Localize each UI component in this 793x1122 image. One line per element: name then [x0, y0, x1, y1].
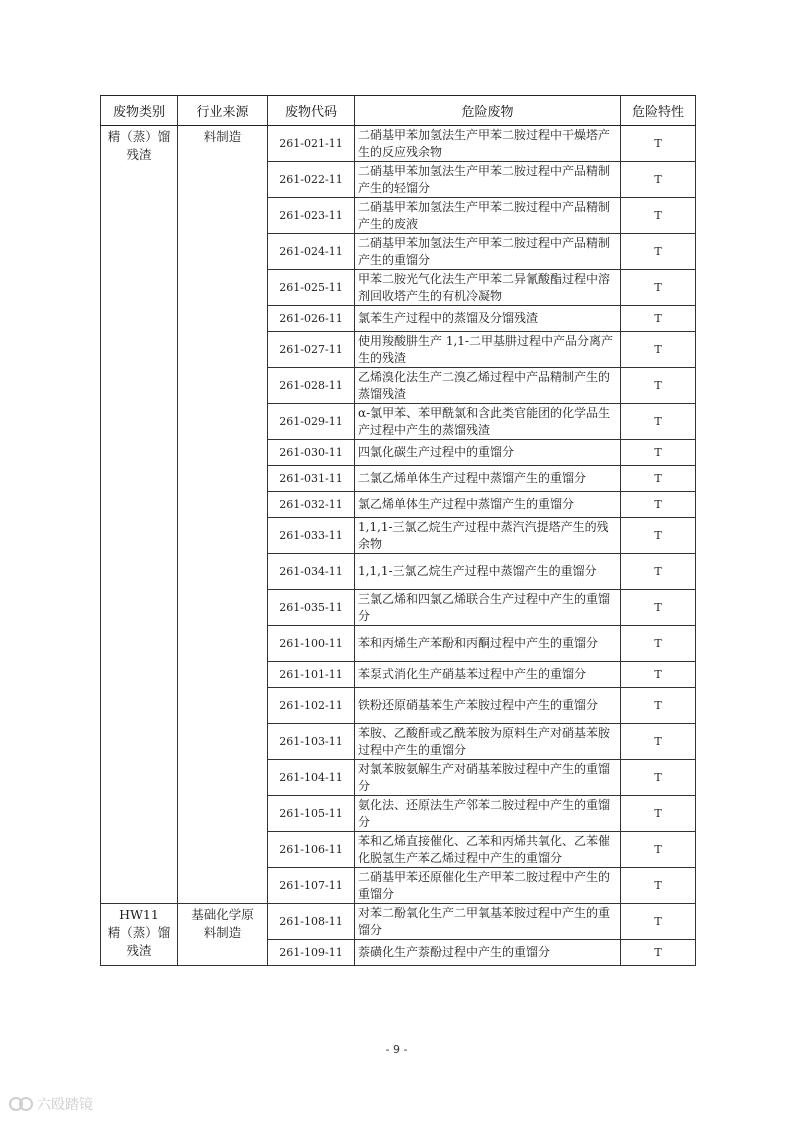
waste-description: 1,1,1-三氯乙烷生产过程中蒸汽汽提塔产生的残余物: [355, 518, 621, 554]
waste-description: 对苯二酚氧化生产二甲氧基苯胺过程中产生的重馏分: [355, 904, 621, 940]
hazard-characteristic: T: [621, 662, 696, 688]
hazard-characteristic: T: [621, 518, 696, 554]
waste-code: 261-023-11: [268, 198, 355, 234]
waste-code: 261-022-11: [268, 162, 355, 198]
industry-source-cell: 料制造: [178, 126, 268, 904]
hazard-characteristic: T: [621, 940, 696, 966]
waste-description: 氯乙烯单体生产过程中蒸馏产生的重馏分: [355, 492, 621, 518]
waste-description: 苯和丙烯生产苯酚和丙酮过程中产生的重馏分: [355, 626, 621, 662]
waste-code: 261-031-11: [268, 466, 355, 492]
waste-description: 苯胺、乙酸酐或乙酰苯胺为原料生产对硝基苯胺过程中产生的重馏分: [355, 724, 621, 760]
watermark: [8, 1094, 93, 1114]
hazard-characteristic: T: [621, 126, 696, 162]
hazard-characteristic: T: [621, 724, 696, 760]
hazard-characteristic: T: [621, 198, 696, 234]
waste-description: 氯苯生产过程中的蒸馏及分馏残渣: [355, 306, 621, 332]
waste-description: 二硝基甲苯加氢法生产甲苯二胺过程中产品精制产生的废液: [355, 198, 621, 234]
hazard-characteristic: T: [621, 590, 696, 626]
waste-code: 261-029-11: [268, 404, 355, 440]
waste-code: 261-035-11: [268, 590, 355, 626]
waste-description: 二硝基甲苯还原催化生产甲苯二胺过程中产生的重馏分: [355, 868, 621, 904]
hazard-characteristic: T: [621, 492, 696, 518]
waste-description: 甲苯二胺光气化法生产甲苯二异氰酸酯过程中溶剂回收塔产生的有机冷凝物: [355, 270, 621, 306]
header-hazardous-waste: 危险废物: [355, 96, 621, 126]
waste-code: 261-105-11: [268, 796, 355, 832]
waste-description: 使用羧酸肼生产 1,1-二甲基肼过程中产品分离产生的残渣: [355, 332, 621, 368]
waste-code: 261-103-11: [268, 724, 355, 760]
hazardous-waste-table: [100, 95, 696, 966]
waste-code: 261-032-11: [268, 492, 355, 518]
table-row: [101, 126, 696, 162]
waste-code: 261-026-11: [268, 306, 355, 332]
table-header-row: [101, 96, 696, 126]
hazard-characteristic: T: [621, 162, 696, 198]
waste-description: 三氯乙烯和四氯乙烯联合生产过程中产生的重馏分: [355, 590, 621, 626]
waste-description: 二硝基甲苯加氢法生产甲苯二胺过程中干燥塔产生的反应残余物: [355, 126, 621, 162]
hazard-characteristic: T: [621, 234, 696, 270]
waste-description: 萘磺化生产萘酚过程中产生的重馏分: [355, 940, 621, 966]
waste-code: 261-033-11: [268, 518, 355, 554]
table-row: [101, 904, 696, 940]
waste-code: 261-102-11: [268, 688, 355, 724]
waste-code: 261-106-11: [268, 832, 355, 868]
waste-code: 261-030-11: [268, 440, 355, 466]
waste-code: 261-025-11: [268, 270, 355, 306]
waste-description: 苯和乙烯直接催化、乙苯和丙烯共氧化、乙苯催化脱氢生产苯乙烯过程中产生的重馏分: [355, 832, 621, 868]
hazard-characteristic: T: [621, 832, 696, 868]
hazard-characteristic: T: [621, 404, 696, 440]
waste-description: 氨化法、还原法生产邻苯二胺过程中产生的重馏分: [355, 796, 621, 832]
hazard-characteristic: T: [621, 270, 696, 306]
hazard-characteristic: T: [621, 688, 696, 724]
hazard-characteristic: T: [621, 868, 696, 904]
waste-code: 261-101-11: [268, 662, 355, 688]
hazard-characteristic: T: [621, 440, 696, 466]
waste-code: 261-104-11: [268, 760, 355, 796]
waste-code: 261-028-11: [268, 368, 355, 404]
hazard-characteristic: T: [621, 796, 696, 832]
waste-description: α-氯甲苯、苯甲酰氯和含此类官能团的化学品生产过程中产生的蒸馏残渣: [355, 404, 621, 440]
header-waste-category: 废物类别: [101, 96, 178, 126]
header-industry-source: 行业来源: [178, 96, 268, 126]
waste-code: 261-024-11: [268, 234, 355, 270]
waste-code: 261-109-11: [268, 940, 355, 966]
waste-code: 261-107-11: [268, 868, 355, 904]
waste-description: 1,1,1-三氯乙烷生产过程中蒸馏产生的重馏分: [355, 554, 621, 590]
hazard-characteristic: T: [621, 554, 696, 590]
waste-description: 二硝基甲苯加氢法生产甲苯二胺过程中产品精制产生的轻馏分: [355, 162, 621, 198]
waste-category-cell: 精（蒸）馏 残渣: [101, 126, 178, 904]
watermark-logo-icon: [8, 1096, 34, 1112]
hazard-characteristic: T: [621, 306, 696, 332]
waste-category-cell: HW11 精（蒸）馏 残渣: [101, 904, 178, 966]
waste-code: 261-021-11: [268, 126, 355, 162]
waste-description: 四氯化碳生产过程中的重馏分: [355, 440, 621, 466]
header-hazard-characteristic: 危险特性: [621, 96, 696, 126]
waste-description: 乙烯溴化法生产二溴乙烯过程中产品精制产生的蒸馏残渣: [355, 368, 621, 404]
hazard-characteristic: T: [621, 626, 696, 662]
watermark-text: 六殴踏镜: [37, 1097, 93, 1113]
hazard-characteristic: T: [621, 466, 696, 492]
waste-code: 261-108-11: [268, 904, 355, 940]
waste-code: 261-100-11: [268, 626, 355, 662]
waste-description: 苯泵式消化生产硝基苯过程中产生的重馏分: [355, 662, 621, 688]
waste-description: 铁粉还原硝基苯生产苯胺过程中产生的重馏分: [355, 688, 621, 724]
hazard-characteristic: T: [621, 904, 696, 940]
hazard-characteristic: T: [621, 760, 696, 796]
waste-code: 261-027-11: [268, 332, 355, 368]
page-number: - 9 -: [385, 1043, 408, 1056]
waste-description: 对氯苯胺氨解生产对硝基苯胺过程中产生的重馏分: [355, 760, 621, 796]
waste-description: 二氯乙烯单体生产过程中蒸馏产生的重馏分: [355, 466, 621, 492]
hazard-characteristic: T: [621, 368, 696, 404]
waste-code: 261-034-11: [268, 554, 355, 590]
hazard-characteristic: T: [621, 332, 696, 368]
header-waste-code: 废物代码: [268, 96, 355, 126]
industry-source-cell: 基础化学原 料制造: [178, 904, 268, 966]
waste-description: 二硝基甲苯加氢法生产甲苯二胺过程中产品精制产生的重馏分: [355, 234, 621, 270]
